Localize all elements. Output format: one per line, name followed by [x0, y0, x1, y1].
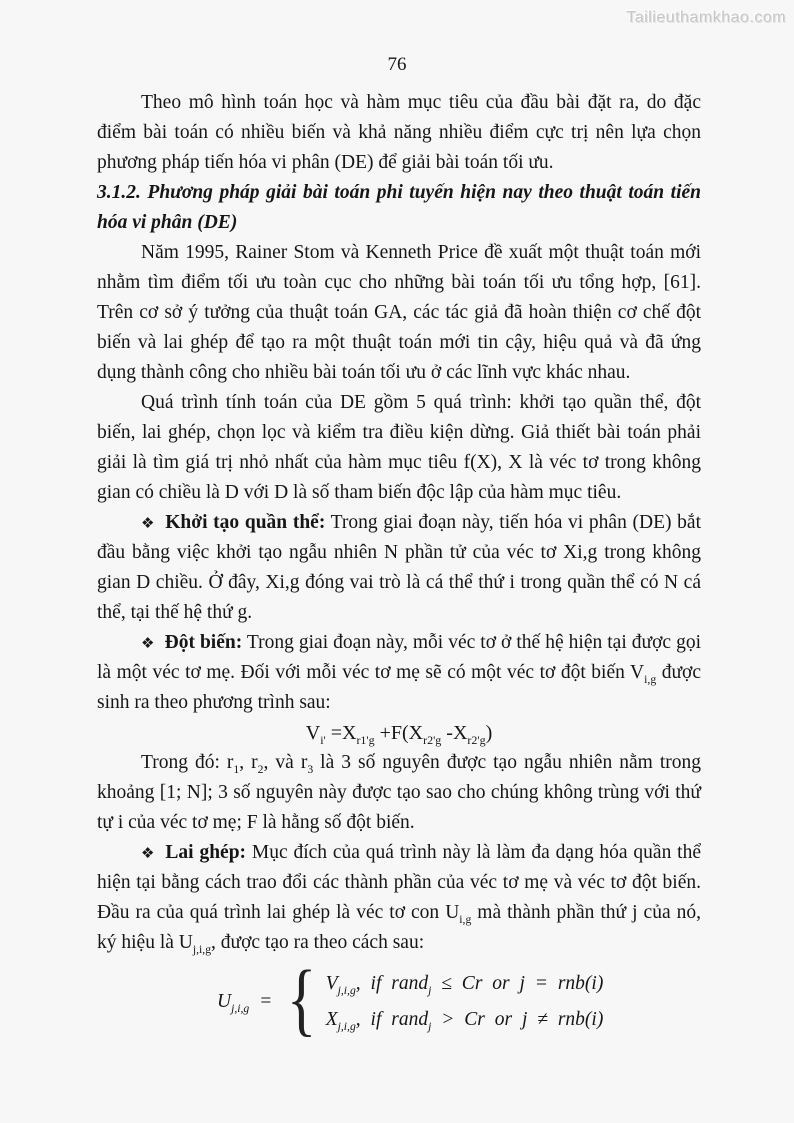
section-heading: 3.1.2. Phương pháp giải bài toán phi tuyến hiện nay theo thuật toán tiến hóa vi phân (DE): [97, 182, 701, 233]
equals-sign: =: [249, 991, 273, 1012]
paragraph-history: Năm 1995, Rainer Stom và Kenneth Price đề xuất một thuật toán mới nhằm tìm điểm tối ưu toàn cục cho những bài toán tối ưu tổng hợp, [61]. Trên cơ sở ý tưởng của thuật toán GA, các tác giả đã hoàn thiện cơ chế đột biến và lai ghép để tạo ra một thuật toán mới tin cậy, hiệu quả và đã ứng dụng thành công cho nhiều bài toán tối ưu ở các lĩnh vực khác nhau.: [97, 242, 701, 383]
subscript: 1: [233, 762, 240, 776]
equation-term: , if rand: [355, 973, 429, 994]
bullet-text: Trong giai đoạn này, mỗi véc tơ ở thế hệ hiện tại được gọi là một véc tơ mẹ. Đối với mỗi véc tơ mẹ sẽ có một véc tơ đột biến V: [97, 632, 701, 683]
subscript: i,g: [644, 672, 657, 686]
bullet-crossover: [97, 838, 701, 958]
bullet-label: Lai ghép:: [165, 842, 247, 863]
equation-term: =X: [325, 722, 357, 744]
bullet-label: Khởi tạo quần thể:: [165, 512, 326, 533]
equation-term: +F(X: [374, 722, 424, 744]
subscript: j: [428, 983, 432, 997]
bullet-text: , được tạo ra theo cách sau:: [211, 932, 425, 953]
subscript: j,i,g: [192, 942, 212, 956]
subscript: j,i,g: [231, 1001, 250, 1015]
subscript: j: [428, 1019, 432, 1033]
crossover-equation: [217, 953, 701, 1044]
diamond-bullet-icon: ❖: [141, 634, 155, 652]
subscript: 2: [257, 762, 264, 776]
diamond-bullet-icon: ❖: [141, 514, 156, 532]
equation-term: , if rand: [355, 1009, 429, 1030]
bullet-text: được sinh ra theo phương trình sau:: [97, 662, 701, 713]
subscript: j,i,g: [337, 983, 356, 997]
equation-term: V: [325, 973, 338, 994]
subscript: r2'g: [467, 733, 486, 747]
subscript: r1'g: [356, 733, 375, 747]
bullet-text: Trong giai đoạn này, tiến hóa vi phân (DE) bắt đầu bằng việc khởi tạo ngẫu nhiên N phần tử của véc tơ Xi,g trong không gian D chiều. Ở đây, Xi,g đóng vai trò là cá thể thứ i trong quần thể có N cá thể, tại thế hệ thứ g.: [97, 512, 701, 623]
diamond-bullet-icon: ❖: [141, 844, 156, 862]
curly-brace: {: [287, 953, 317, 1044]
equation-lhs: [217, 987, 272, 1017]
subscript: r2'g: [423, 733, 442, 747]
equation-cases: [326, 966, 604, 1038]
mutation-equation: [97, 718, 701, 748]
equation-term: ): [485, 722, 493, 744]
paragraph-intro: Theo mô hình toán học và hàm mục tiêu của đầu bài đặt ra, do đặc điểm bài toán có nhiều biến và khả năng nhiều điểm cực trị nên lựa chọn phương pháp tiến hóa vi phân (DE) để giải bài toán tối ưu.: [97, 92, 701, 173]
paragraph-text: , r: [239, 752, 258, 773]
subscript: 3: [307, 762, 314, 776]
bullet-text: Mục đích của quá trình này là làm đa dạng hóa quần thể hiện tại bằng cách trao đổi các thành phần của véc tơ mẹ và véc tơ đột biến. Đầu ra của quá trình lai ghép là véc tơ con U: [97, 842, 701, 923]
watermark: Tailieuthamkhao.com: [626, 9, 786, 26]
subscript: j,i,g: [337, 1019, 356, 1033]
equation-term: V: [305, 722, 321, 744]
subscript: i': [320, 733, 326, 747]
paragraph-text: là 3 số nguyên được tạo ngẫu nhiên nằm trong khoảng [1; N]; 3 số nguyên này được tạo sao cho chúng không trùng với thứ tự i của véc tơ mẹ; F là hằng số đột biến.: [97, 752, 701, 833]
equation-term: X: [325, 1009, 338, 1030]
bullet-text: mà thành phần thứ j của nó, ký hiệu là U: [97, 902, 701, 953]
bullet-initialization: [97, 508, 701, 628]
bullet-mutation: [97, 628, 701, 718]
equation-term: -X: [441, 722, 468, 744]
equation-term: U: [217, 991, 232, 1012]
paragraph-text: , và r: [263, 752, 308, 773]
page-content: [97, 88, 701, 1042]
paragraph-where: [97, 748, 701, 838]
equation-case-1: [325, 973, 604, 997]
equation-term: ≤ Cr or j = rnb(i): [431, 973, 604, 994]
subscript: i,g: [459, 912, 472, 926]
page-number: 76: [387, 54, 407, 75]
paragraph-process: Quá trình tính toán của DE gồm 5 quá trình: khởi tạo quần thể, đột biến, lai ghép, chọn lọc và kiểm tra điều kiện dừng. Giả thiết bài toán phải giải là tìm giá trị nhỏ nhất của hàm mục tiêu f(X), X là véc tơ trong không gian có chiều là D với D là số tham biến độc lập của hàm mục tiêu.: [97, 392, 701, 503]
bullet-label: Đột biến:: [164, 632, 243, 653]
equation-case-2: [325, 1009, 604, 1033]
paragraph-text: Trong đó: r: [141, 752, 234, 773]
equation-term: > Cr or j ≠ rnb(i): [431, 1009, 604, 1030]
